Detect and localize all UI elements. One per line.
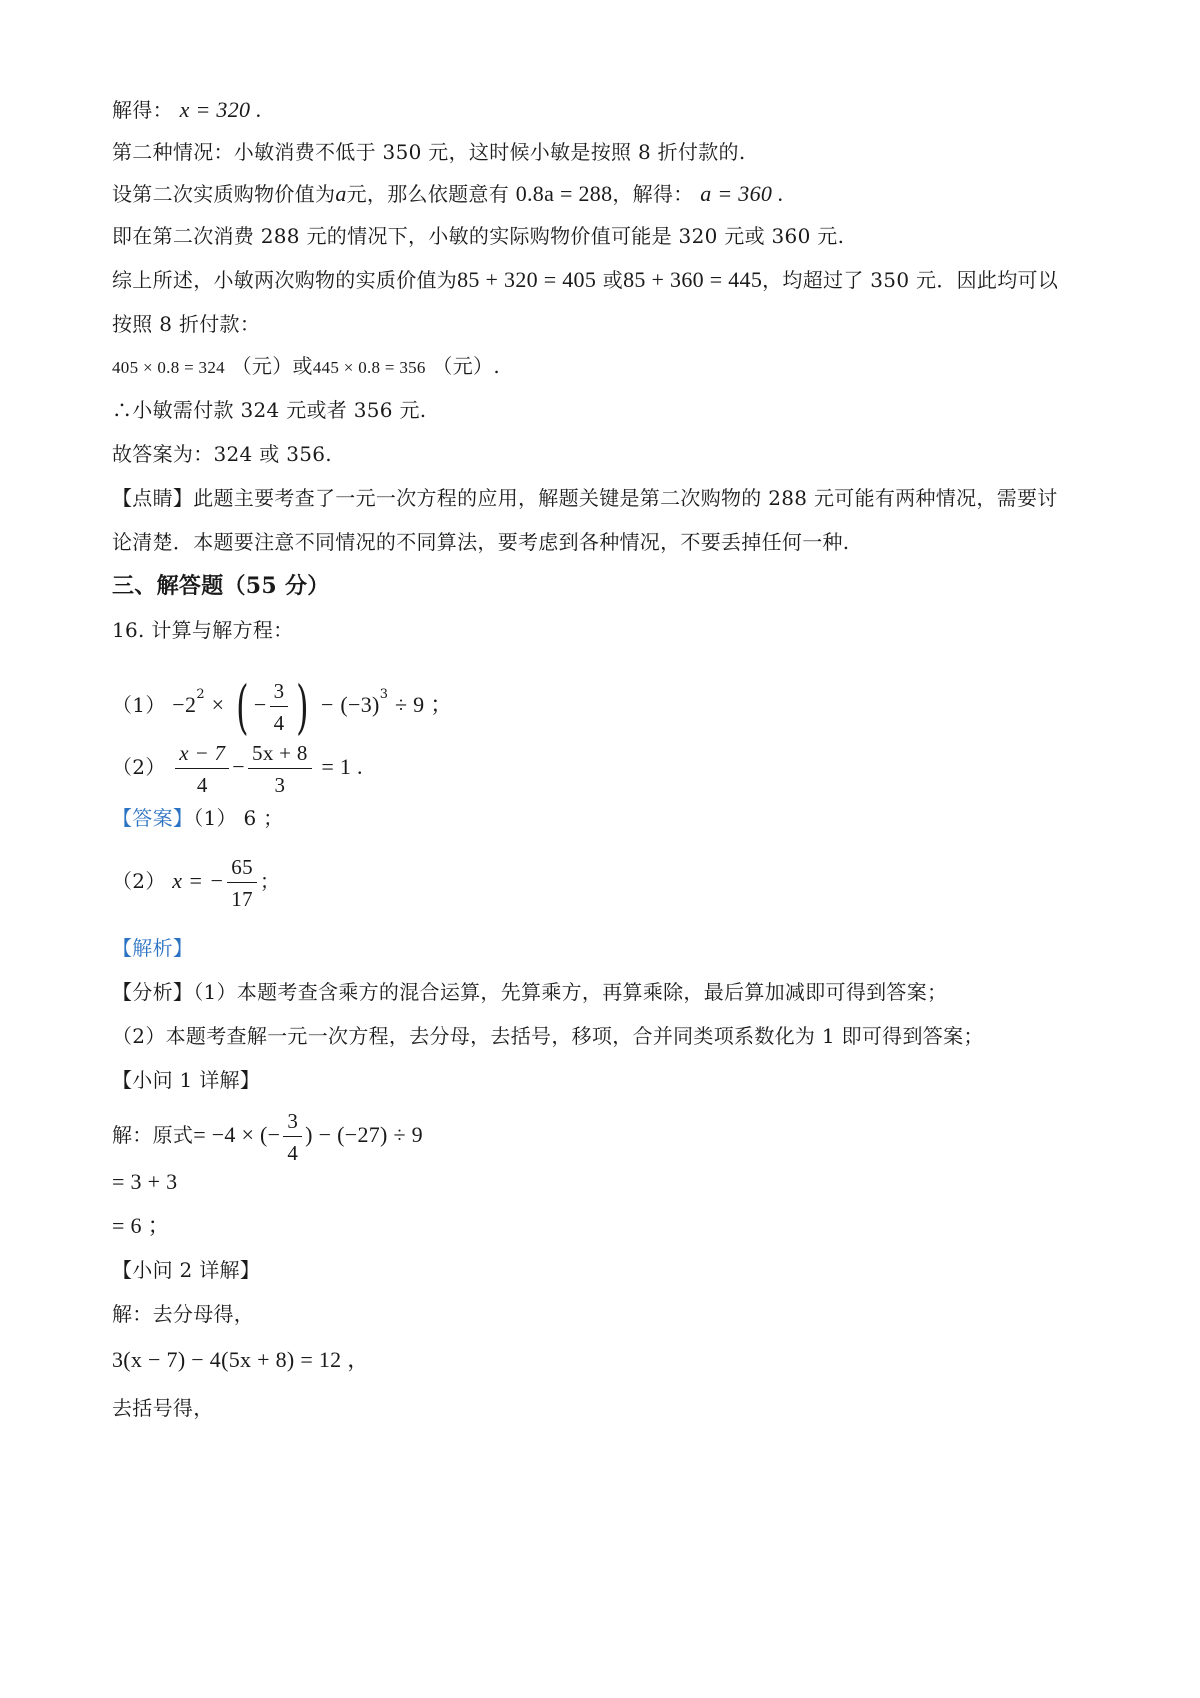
denominator: 4 <box>273 710 285 735</box>
left-paren: ( <box>236 672 249 741</box>
dianjing-line-2: 论清楚．本题要注意不同情况的不同算法，要考虑到各种情况，不要丢掉任何一种. <box>112 530 850 554</box>
math-expression: a = 360 . <box>700 181 784 206</box>
math-expression: 445 × 0.8 = 356 <box>312 358 426 377</box>
text: （元）. <box>432 354 500 378</box>
setup-line <box>112 180 1120 208</box>
answer-text: （1） 6 ； <box>193 806 284 830</box>
sub1-step-2: = 3 + 3 <box>112 1169 178 1194</box>
math-term: −2 <box>172 692 197 717</box>
numerator: 3 <box>270 678 289 707</box>
math-variable: a <box>335 181 347 206</box>
dianjing-line-1: 【点睛】此题主要考查了一元一次方程的应用，解题关键是第二次购物的 288 元可能有两种情况，需要讨 <box>112 486 1058 510</box>
math-term: ÷ 9 ； <box>394 692 453 717</box>
part-label: （2） <box>112 755 166 779</box>
text: ，解得： <box>612 182 694 206</box>
denominator: 4 <box>196 772 208 797</box>
fraction <box>270 678 289 736</box>
sub2-step-2: 3(x − 7) − 4(5x + 8) = 12 ， <box>112 1347 370 1372</box>
denominator: 3 <box>274 772 286 797</box>
fraction <box>283 1108 302 1166</box>
math-term: = 1 . <box>321 754 363 779</box>
text: （元）或 <box>231 354 313 378</box>
summary-line <box>112 266 1120 294</box>
question-16-part-1 <box>112 666 1120 741</box>
times-sign: × <box>211 692 225 717</box>
text: 设第二次实质购物价值为 <box>112 182 336 206</box>
answer-part-2 <box>112 852 1120 910</box>
numerator: x − 7 <box>175 740 229 769</box>
math-expression: 85 + 360 = 445 <box>623 267 763 292</box>
therefore-line: ∴小敏需付款 324 元或者 356 元. <box>112 398 427 422</box>
fenxi-line-1: 【分析】（1）本题考查含乘方的混合运算，先算乘方，再算乘除，最后算加减即可得到答案； <box>112 980 948 1004</box>
fraction <box>248 740 312 798</box>
math-term: (−3) <box>340 692 380 717</box>
numerator: 3 <box>283 1108 302 1137</box>
math-term: = −4 × (− <box>193 1122 281 1147</box>
answer-line: 故答案为：324 或 356. <box>112 442 332 466</box>
right-paren: ) <box>296 672 310 741</box>
minus-sign: − <box>232 754 246 779</box>
math-expression: 85 + 320 = 405 <box>457 267 597 292</box>
math-term: x = − <box>172 868 225 893</box>
math-term: ) − (−27) ÷ 9 <box>305 1122 423 1147</box>
denominator: 4 <box>287 1140 299 1165</box>
sub2-step-3: 去括号得， <box>112 1396 214 1420</box>
answer-part-1 <box>112 804 1120 832</box>
text: ，均超过了 350 元．因此均可以 <box>762 268 1059 292</box>
question-16-part-2 <box>112 738 1120 796</box>
numerator: 5x + 8 <box>248 740 312 769</box>
calc-line <box>112 352 1120 382</box>
sub-question-2-heading: 【小问 2 详解】 <box>112 1258 261 1282</box>
analysis-tag: 【解析】 <box>112 936 194 960</box>
conclusion-line: 即在第二次消费 288 元的情况下，小敏的实际购物价值可能是 320 元或 360 元. <box>112 224 845 248</box>
exponent: 3 <box>379 687 389 702</box>
sub1-step-3: = 6 ； <box>112 1213 170 1238</box>
exponent: 2 <box>196 687 205 702</box>
sub-question-1-heading: 【小问 1 详解】 <box>112 1068 261 1092</box>
text: 解：原式 <box>112 1123 194 1147</box>
fenxi-line-2: （2）本题考查解一元一次方程，去分母，去括号，移项，合并同类项系数化为 1 即可得到答案； <box>112 1024 984 1048</box>
case-two-line: 第二种情况：小敏消费不低于 350 元，这时候小敏是按照 8 折付款的. <box>112 140 746 164</box>
discount-line: 按照 8 折付款： <box>112 312 261 336</box>
sub1-step-1 <box>112 1106 1120 1164</box>
math-expression: x = 320 . <box>179 97 262 122</box>
sub2-step-1: 解：去分母得， <box>112 1302 255 1326</box>
math-expression: 0.8a = 288 <box>515 181 613 206</box>
minus-sign: − <box>321 692 334 717</box>
section-heading: 三、解答题（55 分） <box>112 573 330 599</box>
text: 或 <box>602 268 624 292</box>
math-expression: 405 × 0.8 = 324 <box>112 358 225 377</box>
part-label: （1） <box>112 693 166 717</box>
solution-line-1 <box>112 96 1120 124</box>
minus-sign: − <box>253 692 267 717</box>
text: 解得： <box>112 98 173 122</box>
denominator: 17 <box>231 886 253 911</box>
fraction <box>227 854 257 912</box>
text: 元，那么依题意有 <box>346 182 510 206</box>
numerator: 65 <box>227 854 257 883</box>
text: 综上所述，小敏两次购物的实质价值为 <box>112 268 458 292</box>
fraction <box>175 740 229 798</box>
answer-tag: 【答案】 <box>112 806 194 830</box>
text: ； <box>259 869 281 893</box>
part-label: （2） <box>112 869 166 893</box>
question-16-stem: 16. 计算与解方程： <box>112 618 294 642</box>
